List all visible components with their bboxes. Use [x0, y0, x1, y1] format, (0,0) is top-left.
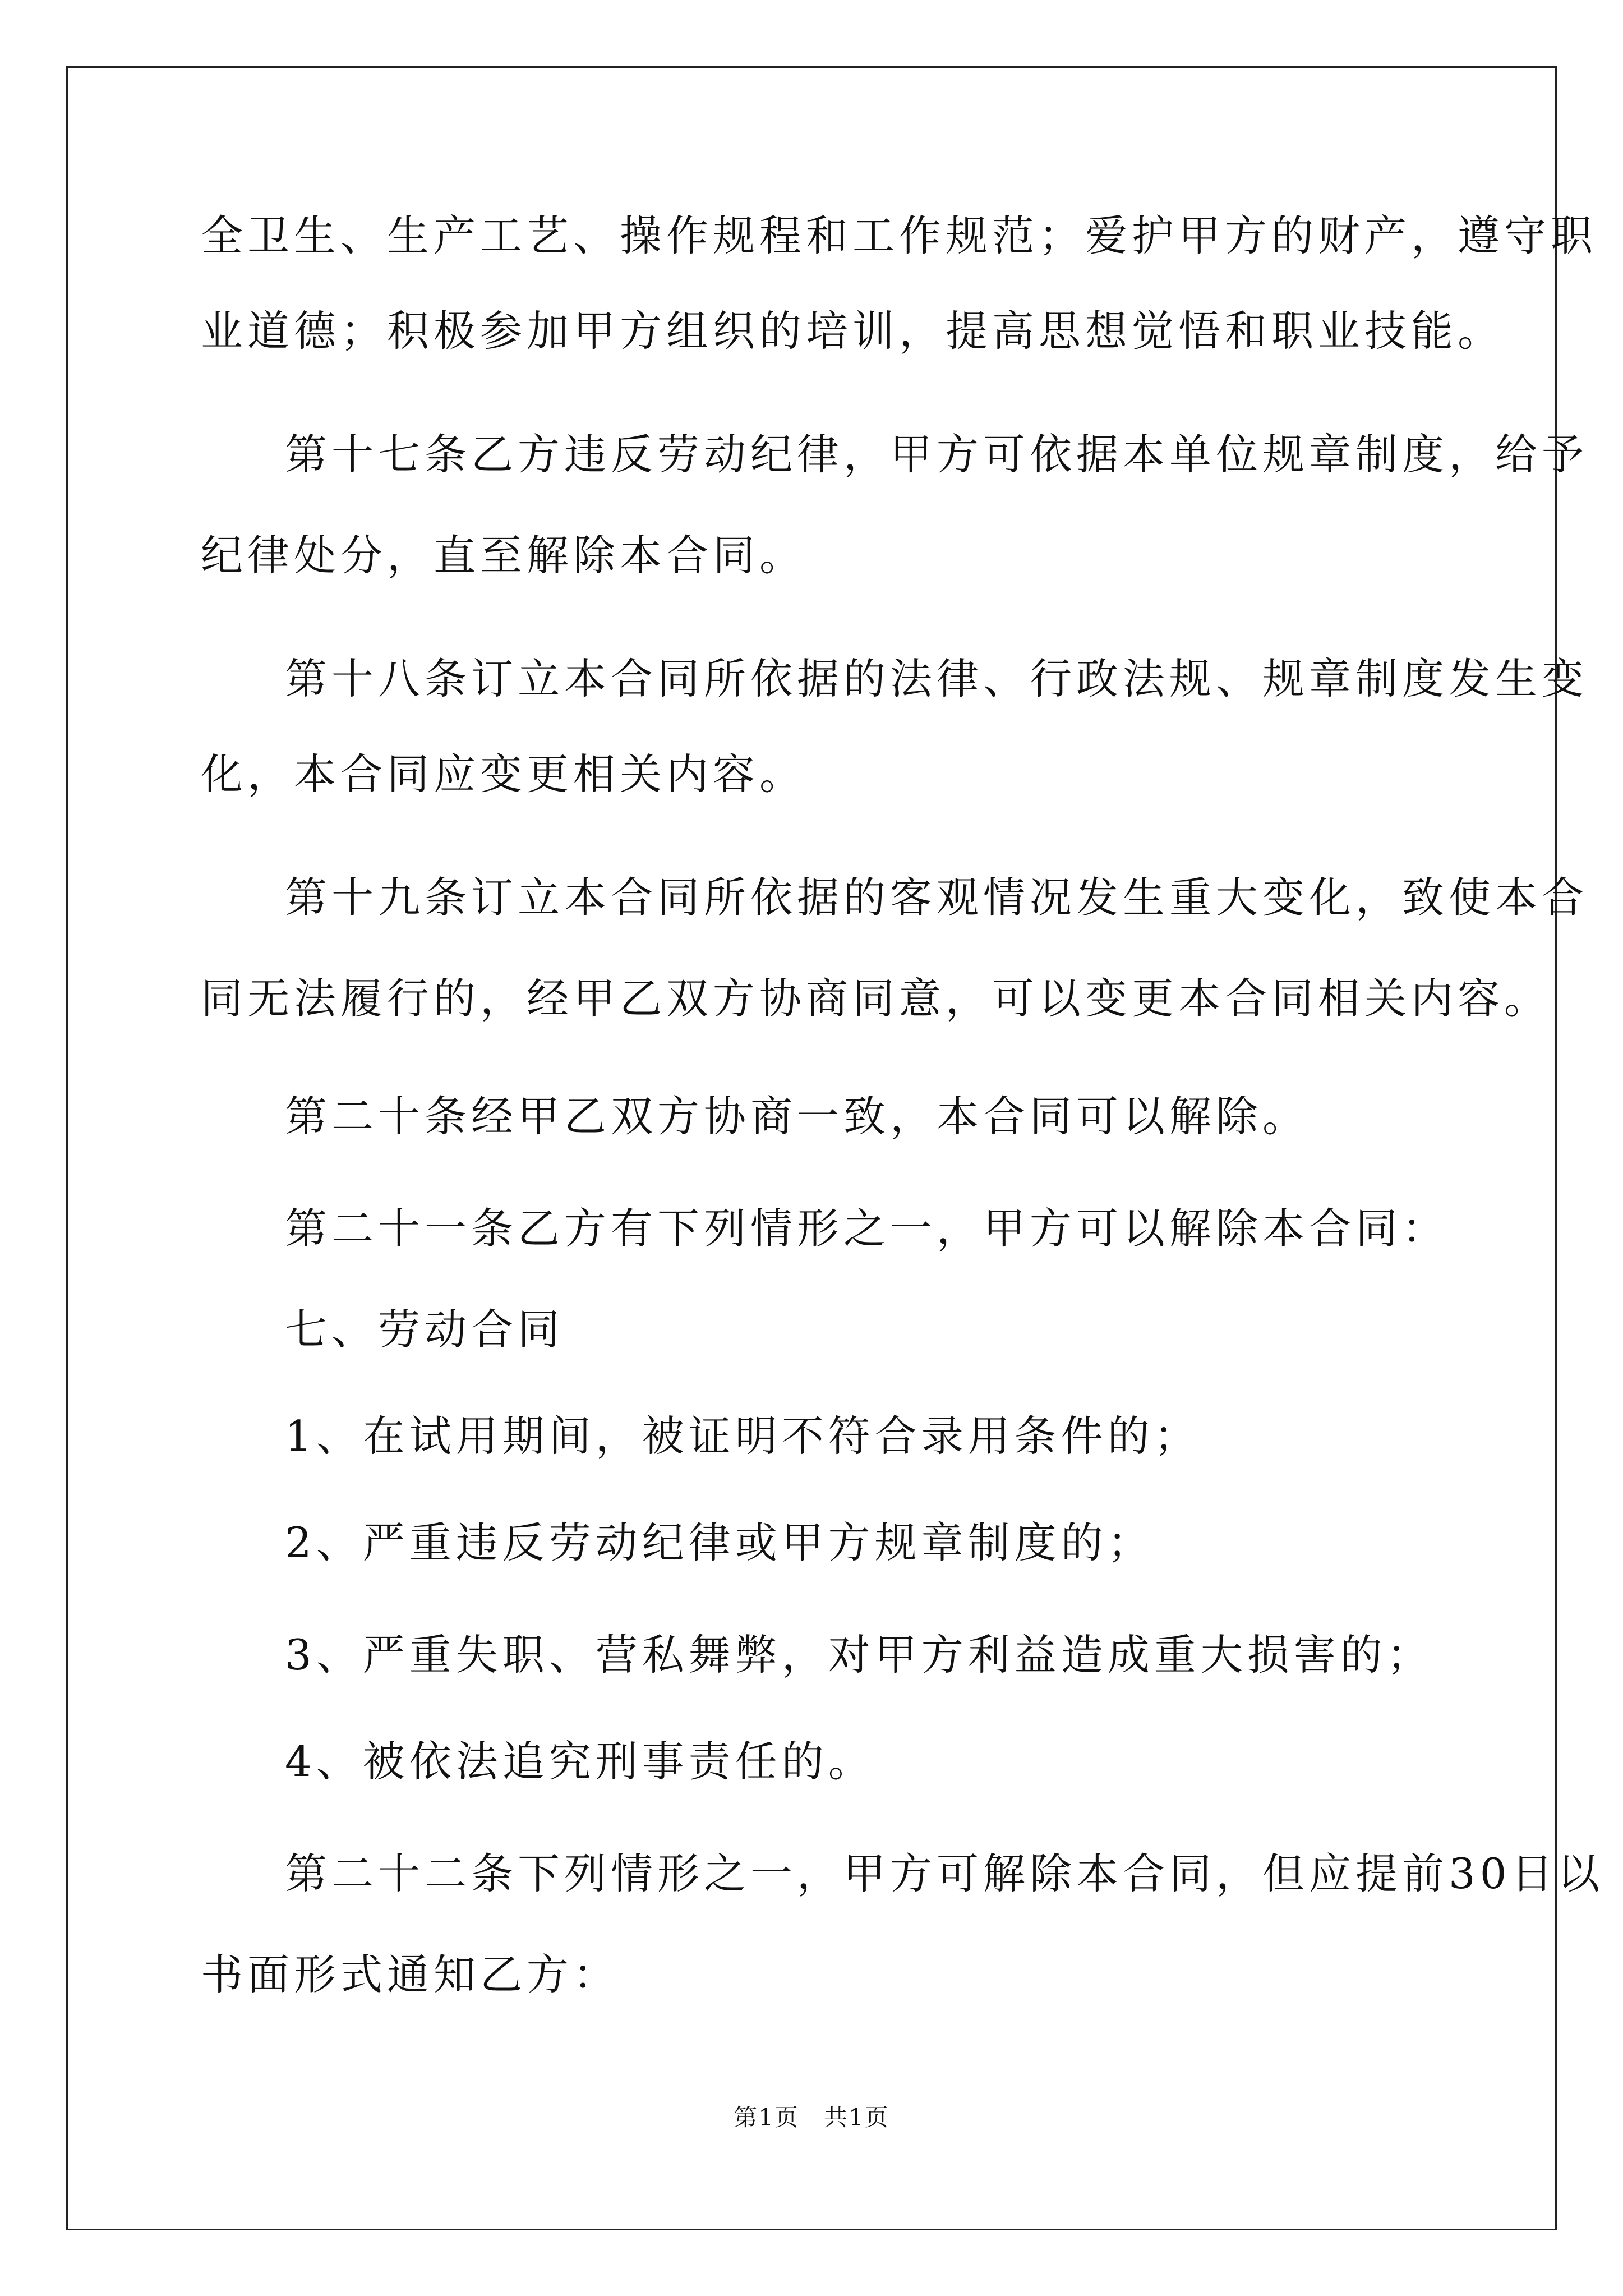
text-line: 第十八条订立本合同所依据的法律、行政法规、规章制度发生变 — [285, 654, 1589, 703]
text-line: 全卫生、生产工艺、操作规程和工作规范；爱护甲方的财产，遵守职 — [201, 211, 1598, 260]
text-line: 第二十一条乙方有下列情形之一，甲方可以解除本合同： — [285, 1204, 1449, 1253]
page-border — [66, 66, 1557, 2230]
text-line: 2、严重违反劳动纪律或甲方规章制度的； — [285, 1518, 1154, 1567]
text-line: 书面形式通知乙方： — [201, 1950, 620, 1999]
text-line: 业道德；积极参加甲方组织的培训，提高思想觉悟和职业技能。 — [201, 306, 1505, 356]
text-line: 同无法履行的，经甲乙双方协商同意，可以变更本合同相关内容。 — [201, 974, 1551, 1023]
text-line: 化，本合同应变更相关内容。 — [201, 749, 806, 799]
text-line: 第二十条经甲乙双方协商一致，本合同可以解除。 — [285, 1092, 1310, 1141]
text-line: 第十九条订立本合同所依据的客观情况发生重大变化，致使本合 — [285, 873, 1589, 922]
page-footer: 第1页 共1页 — [734, 2104, 889, 2131]
text-line: 纪律处分，直至解除本合同。 — [201, 531, 806, 580]
text-line: 第二十二条下列情形之一，甲方可解除本合同，但应提前30日以 — [285, 1849, 1604, 1898]
text-line: 3、严重失职、营私舞弊，对甲方利益造成重大损害的； — [285, 1630, 1433, 1680]
text-line: 1、在试用期间，被证明不符合录用条件的； — [285, 1411, 1201, 1461]
text-line: 4、被依法追究刑事责任的。 — [285, 1737, 875, 1786]
text-line: 七、劳动合同 — [285, 1305, 565, 1354]
text-line: 第十七条乙方违反劳动纪律，甲方可依据本单位规章制度，给予 — [285, 430, 1589, 479]
